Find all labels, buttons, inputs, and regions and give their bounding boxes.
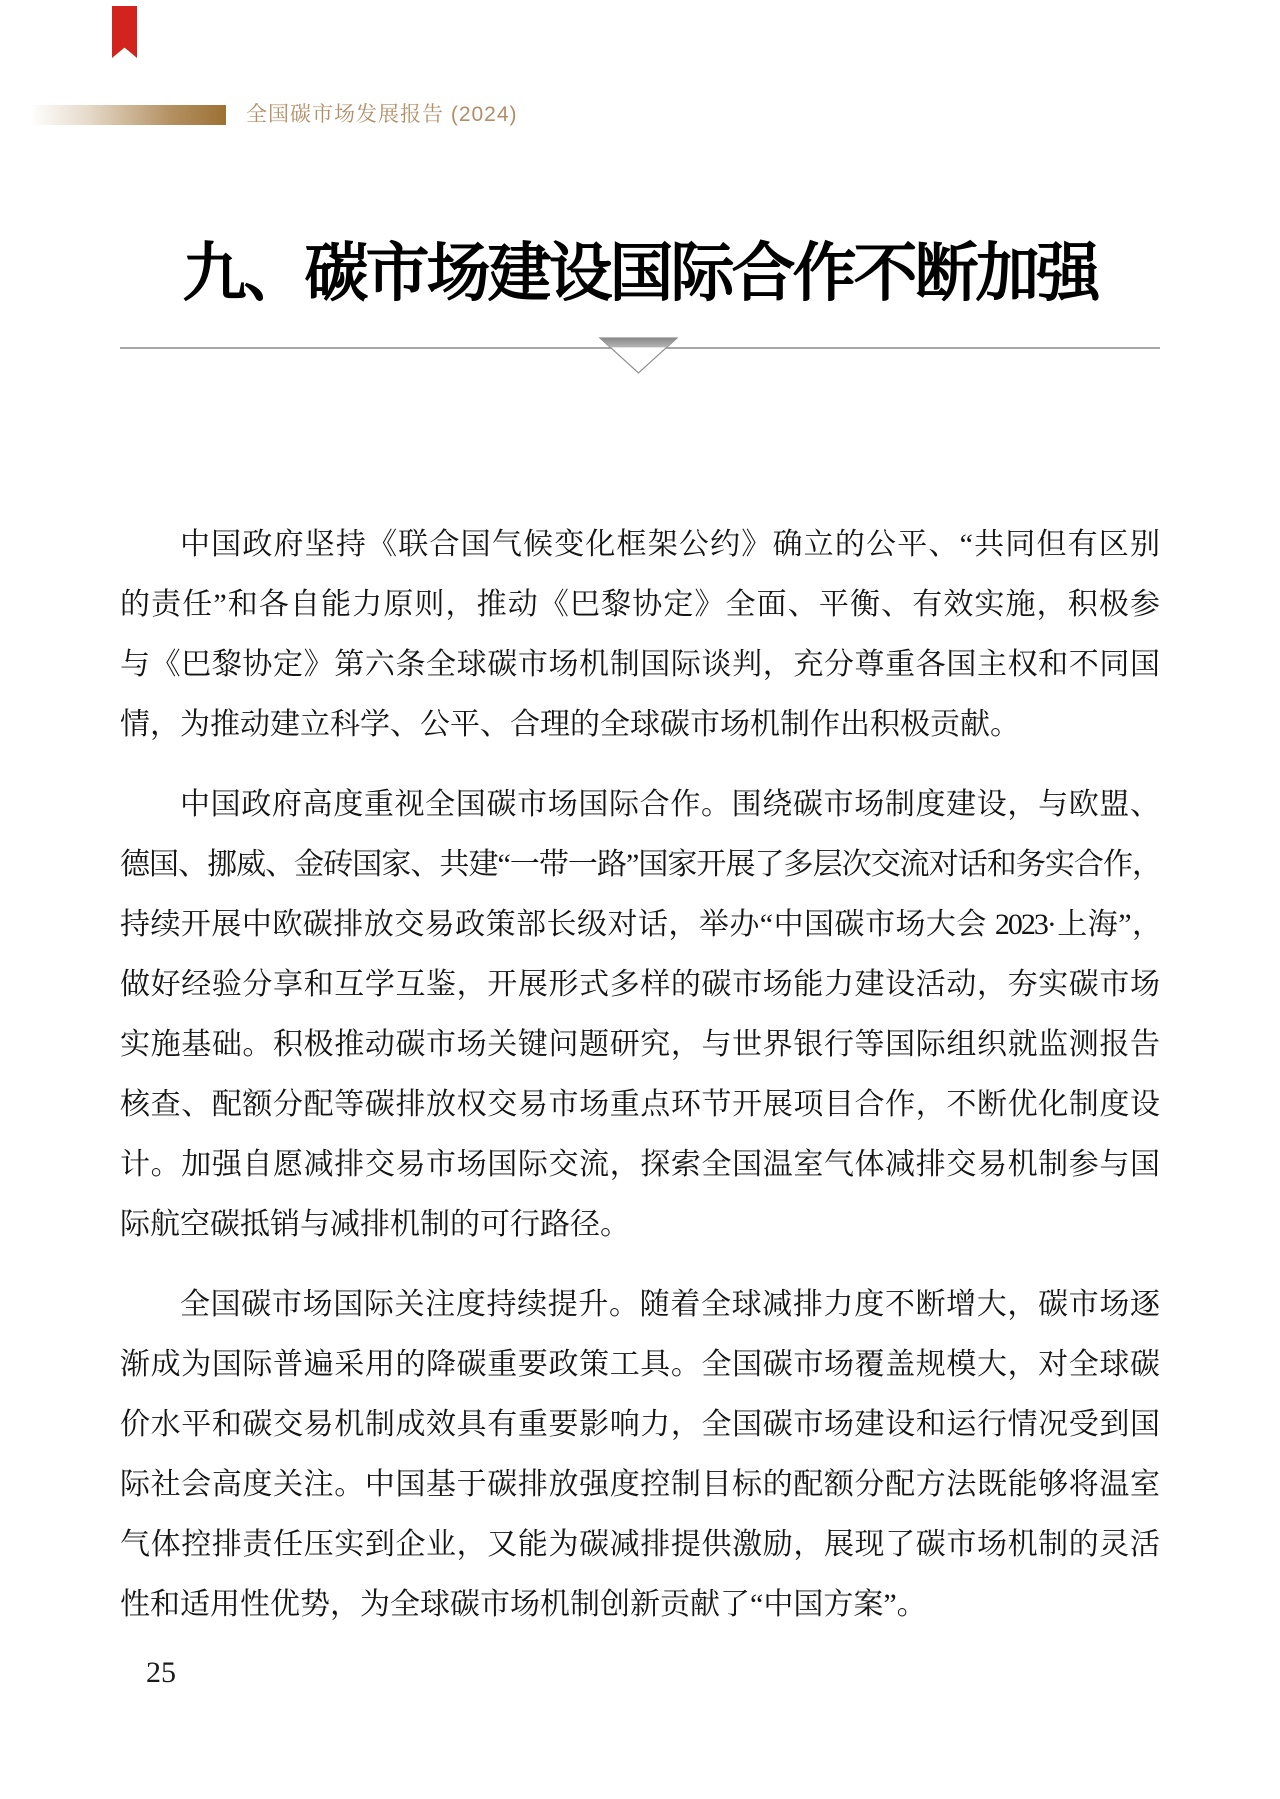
header-accent-bar <box>30 105 226 125</box>
text-line: 计。加强自愿减排交易市场国际交流，探索全国温室气体减排交易机制参与国 <box>120 1148 1160 1181</box>
text-line: 中国政府高度重视全国碳市场国际合作。围绕碳市场制度建设，与欧盟、 <box>180 788 1160 821</box>
text-line: 际社会高度关注。中国基于碳排放强度控制目标的配额分配方法既能够将温室 <box>120 1468 1160 1501</box>
text-line: 全国碳市场国际关注度持续提升。随着全球减排力度不断增大，碳市场逐 <box>180 1288 1160 1321</box>
text-line: 与《巴黎协定》第六条全球碳市场机制国际谈判，充分尊重各国主权和不同国 <box>120 648 1160 681</box>
page-header <box>30 103 518 127</box>
chapter-title: 九、碳市场建设国际合作不断加强 <box>182 238 1098 309</box>
text-line: 性和适用性优势，为全球碳市场机制创新贡献了“中国方案”。 <box>120 1588 927 1621</box>
body-text <box>120 515 1160 1635</box>
text-line: 核查、配额分配等碳排放权交易市场重点环节开展项目合作，不断优化制度设 <box>120 1088 1160 1121</box>
text-line: 中国政府坚持《联合国气候变化框架公约》确立的公平、“共同但有区别 <box>180 528 1160 561</box>
text-line: 的责任”和各自能力原则，推动《巴黎协定》全面、平衡、有效实施，积极参 <box>120 588 1160 621</box>
paragraph <box>120 1275 1160 1635</box>
text-line: 实施基础。积极推动碳市场关键问题研究，与世界银行等国际组织就监测报告 <box>120 1028 1160 1061</box>
text-line: 价水平和碳交易机制成效具有重要影响力，全国碳市场建设和运行情况受到国 <box>120 1408 1160 1441</box>
text-line: 做好经验分享和互学互鉴，开展形式多样的碳市场能力建设活动，夯实碳市场 <box>120 968 1160 1001</box>
text-line: 德国、挪威、金砖国家、共建“一带一路”国家开展了多层次交流对话和务实合作， <box>120 848 1160 881</box>
paragraph <box>120 515 1160 755</box>
text-line: 渐成为国际普遍采用的降碳重要政策工具。全国碳市场覆盖规模大，对全球碳 <box>120 1348 1160 1381</box>
text-line: 气体控排责任压实到企业，又能为碳减排提供激励，展现了碳市场机制的灵活 <box>120 1528 1160 1561</box>
divider-triangle-icon <box>120 330 1160 378</box>
text-line: 际航空碳抵销与减排机制的可行路径。 <box>120 1208 630 1241</box>
red-corner-mark <box>112 6 137 58</box>
text-line: 情，为推动建立科学、公平、合理的全球碳市场机制作出积极贡献。 <box>120 708 1020 741</box>
paragraph <box>120 775 1160 1255</box>
text-line: 持续开展中欧碳排放交易政策部长级对话，举办“中国碳市场大会 2023·上海”， <box>120 908 1160 941</box>
report-title: 全国碳市场发展报告 (2024) <box>246 103 518 126</box>
page-number: 25 <box>146 1656 176 1689</box>
section-divider <box>120 330 1160 378</box>
